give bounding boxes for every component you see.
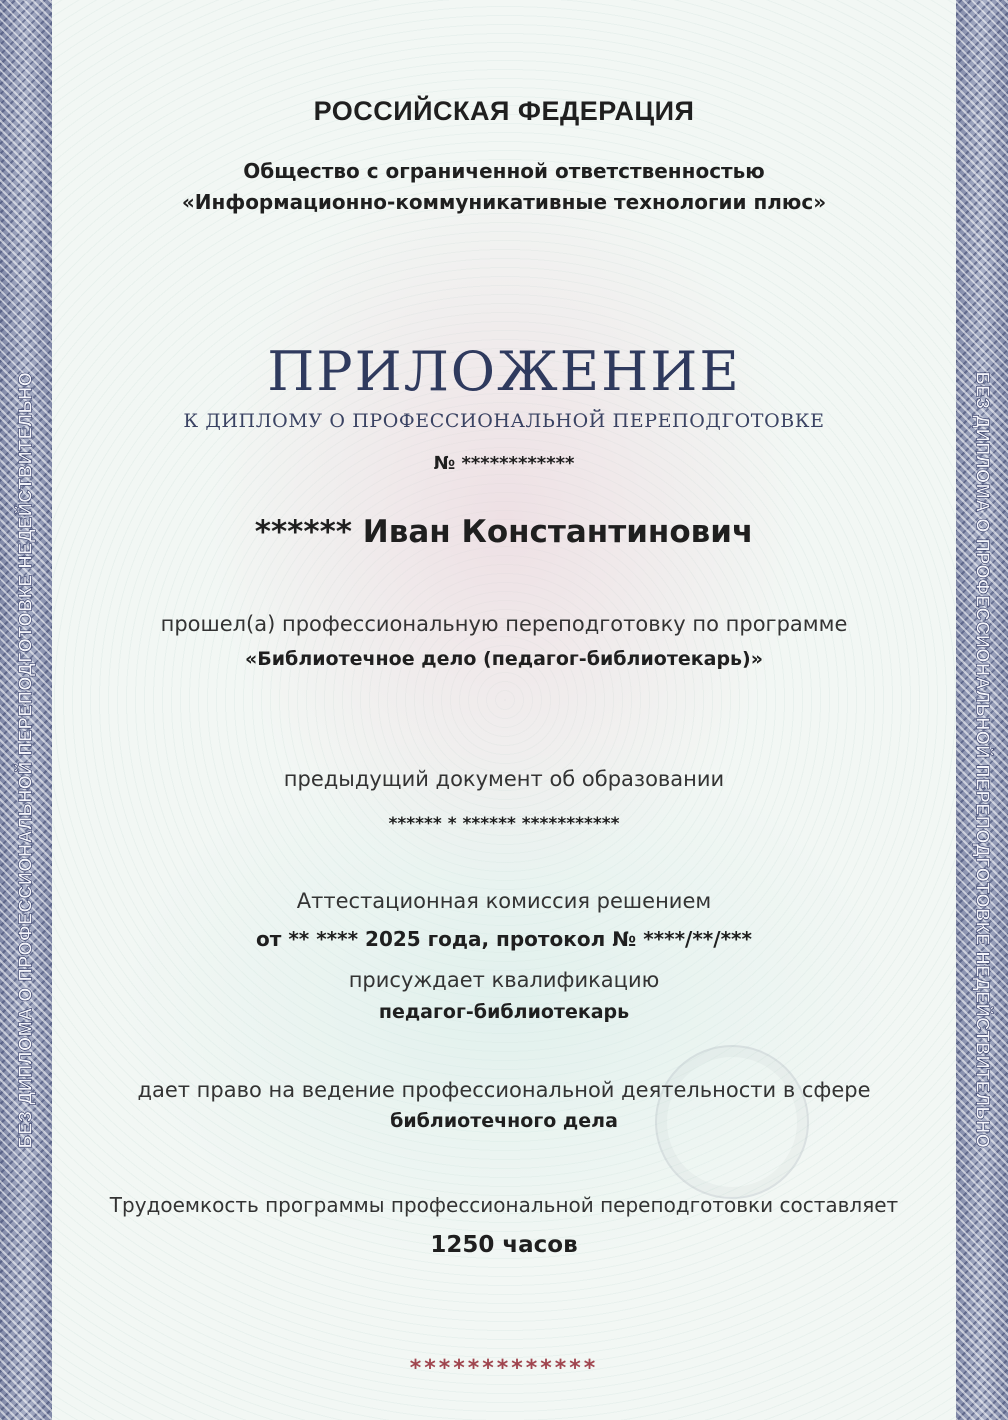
organization-line-2: «Информационно-коммуникативные технологии плюс» [181, 190, 827, 214]
holder-name: ****** Иван Константинович [254, 514, 754, 550]
organization-line-1: Общество с ограниченной ответственностью [243, 159, 765, 183]
document-title: ПРИЛОЖЕНИЕ [267, 340, 741, 403]
right-value: библиотечного дела [390, 1110, 618, 1132]
program-label: прошел(а) профессиональную переподготовку по программе [160, 612, 848, 636]
qualification-value: педагог-библиотекарь [378, 1001, 630, 1023]
left-border-text: БЕЗ ДИПЛОМА О ПРОФЕССИОНАЛЬНОЙ ПЕРЕПОДГОТОВКЕ НЕДЕЙСТВИТЕЛЬНО [15, 371, 36, 1149]
previous-document-label: предыдущий документ об образовании [283, 767, 725, 791]
right-label: дает право на ведение профессиональной деятельности в сфере [137, 1078, 871, 1102]
document-subtitle: К ДИПЛОМУ О ПРОФЕССИОНАЛЬНОЙ ПЕРЕПОДГОТОВКЕ [183, 410, 825, 432]
right-border-text: БЕЗ ДИПЛОМА О ПРОФЕССИОНАЛЬНОЙ ПЕРЕПОДГОТОВКЕ НЕДЕЙСТВИТЕЛЬНО [972, 371, 993, 1149]
hours-label: Трудоемкость программы профессиональной переподготовки составляет [109, 1193, 899, 1217]
country-heading: РОССИЙСКАЯ ФЕДЕРАЦИЯ [313, 96, 695, 126]
document-number: № ************ [433, 453, 575, 474]
commission-decision: от ** **** 2025 года, протокол № ****/**/*** [256, 927, 752, 951]
serial-number: ************* [409, 1356, 599, 1381]
hours-value: 1250 часов [430, 1232, 578, 1258]
commission-label: Аттестационная комиссия решением [296, 889, 712, 913]
left-security-border [0, 0, 52, 1420]
right-security-border [956, 0, 1008, 1420]
qualification-label: присуждает квалификацию [348, 968, 660, 992]
program-name: «Библиотечное дело (педагог-библиотекарь)» [244, 648, 764, 670]
previous-document-value: ****** * ****** *********** [388, 814, 620, 834]
